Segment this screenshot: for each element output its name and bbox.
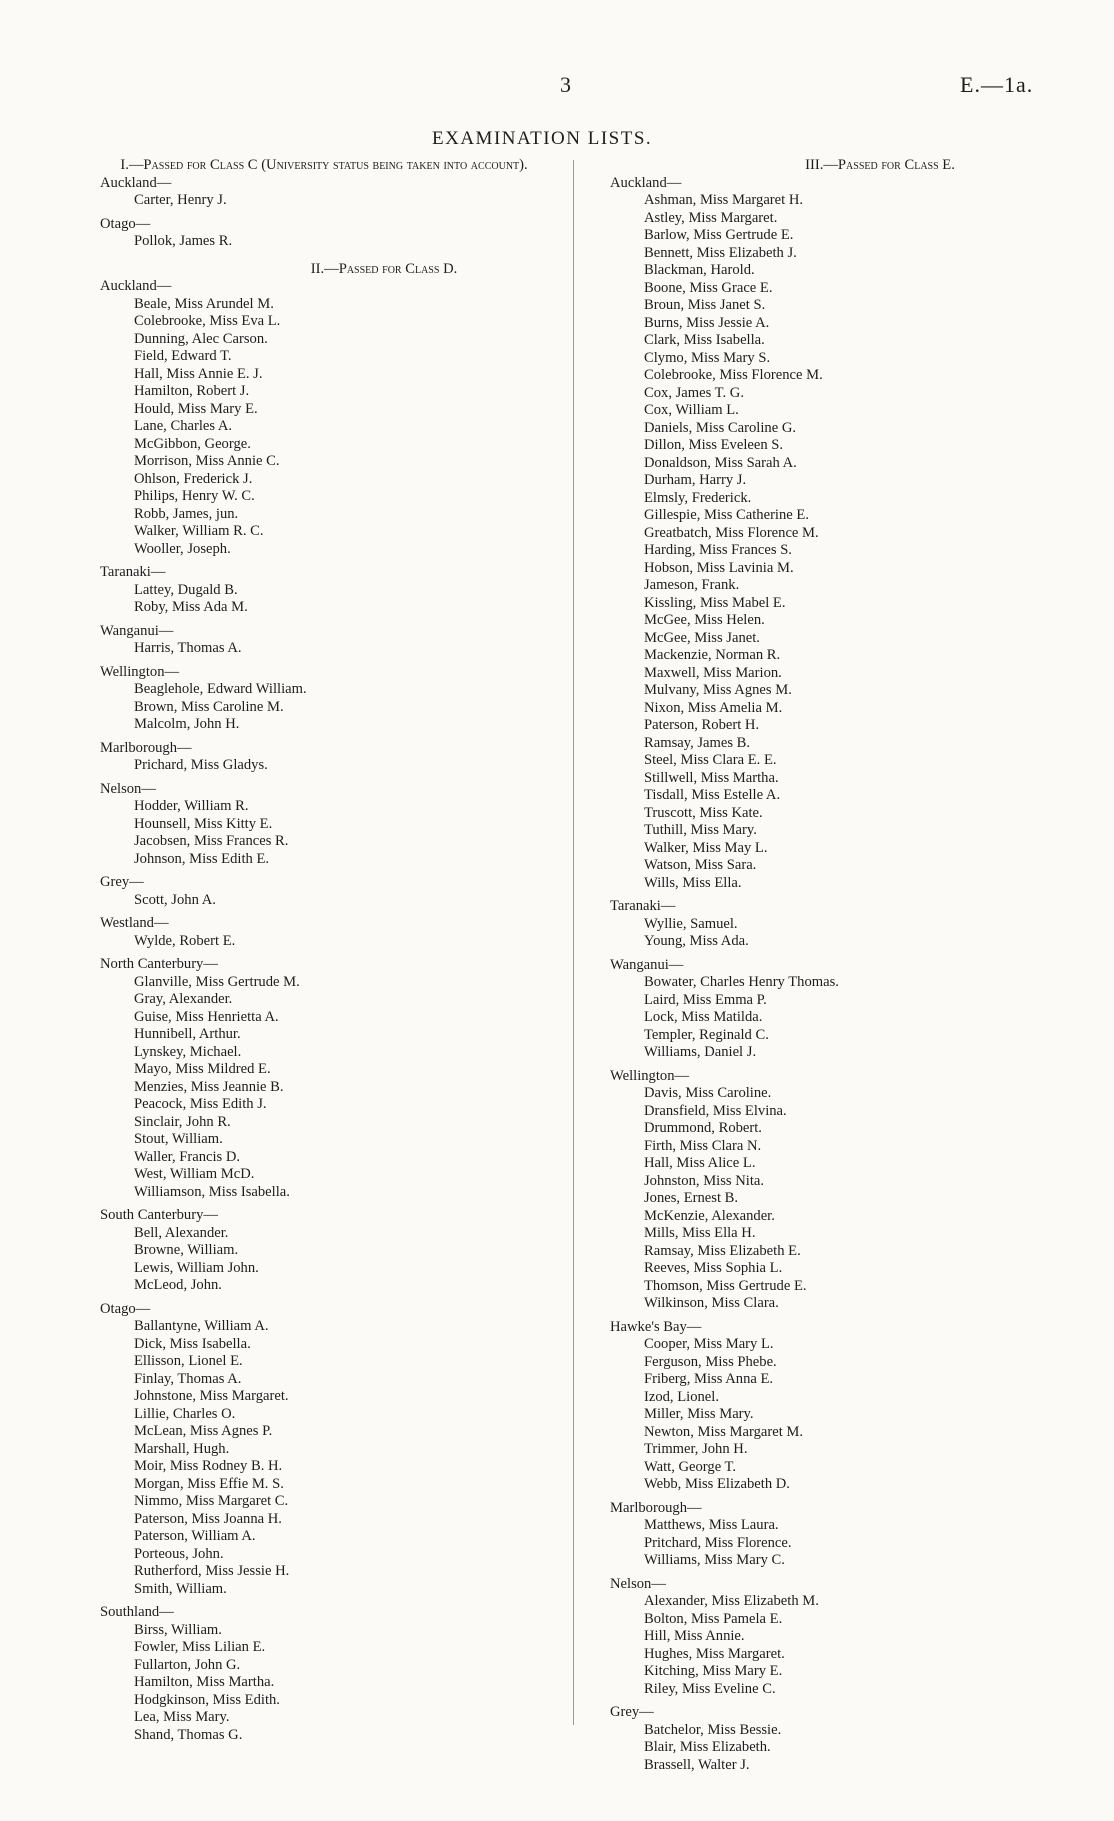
candidate-name: Hall, Miss Alice L. (644, 1155, 756, 1171)
candidate-name: Burns, Miss Jessie A. (644, 314, 770, 331)
candidate-name: Ramsay, Miss Elizabeth E. (644, 1242, 801, 1259)
candidate-name: Porteous, John. (134, 1545, 224, 1562)
candidate-name: Watt, George T. (644, 1458, 737, 1475)
candidate-name: Robb, James, jun. (134, 505, 239, 522)
candidate-name: Wyllie, Samuel. (644, 915, 738, 932)
candidate-name: Shand, Thomas G. (134, 1726, 243, 1743)
page-number: 3 (560, 72, 571, 97)
candidate-name: Boone, Miss Grace E. (644, 279, 773, 296)
candidate-name: Gillespie, Miss Catherine E. (644, 507, 809, 523)
candidate-name: Lewis, William John. (134, 1259, 259, 1276)
candidate-name: Newton, Miss Margaret M. (644, 1423, 804, 1440)
candidate-name: Sinclair, John R. (134, 1113, 231, 1130)
candidate-name: Birss, William. (134, 1621, 222, 1638)
candidate-name: Paterson, William A. (134, 1528, 256, 1544)
region-heading: Westland— (100, 915, 169, 931)
candidate-name: Brown, Miss Caroline M. (134, 698, 284, 715)
candidate-name: Trimmer, John H. (644, 1441, 748, 1457)
candidate-name: Williams, Miss Mary C. (644, 1552, 785, 1568)
candidate-name: Thomson, Miss Gertrude E. (644, 1277, 807, 1294)
candidate-name: Fowler, Miss Lilian E. (134, 1639, 266, 1655)
candidate-name: Moir, Miss Rodney B. H. (134, 1458, 283, 1474)
candidate-name: Young, Miss Ada. (644, 933, 749, 949)
candidate-name: Durham, Harry J. (644, 472, 747, 488)
candidate-name: Johnson, Miss Edith E. (134, 850, 270, 867)
region-heading: Grey— (610, 1704, 654, 1720)
candidate-name: Harding, Miss Frances S. (644, 542, 792, 558)
candidate-name: Clymo, Miss Mary S. (644, 349, 771, 366)
candidate-name: McGee, Miss Janet. (644, 629, 760, 646)
candidate-name: Nixon, Miss Amelia M. (644, 699, 783, 716)
candidate-name: Ashman, Miss Margaret H. (644, 192, 804, 208)
candidate-name: Clark, Miss Isabella. (644, 332, 765, 348)
candidate-name: Beaglehole, Edward William. (134, 681, 307, 697)
region-heading: Auckland— (100, 278, 172, 294)
class-e-heading: III.—Passed for Class E. (805, 157, 955, 173)
candidate-name: Wylde, Robert E. (134, 932, 236, 949)
candidate-name: Dransfield, Miss Elvina. (644, 1102, 787, 1119)
page-title: EXAMINATION LISTS. (432, 128, 653, 149)
region-heading: North Canterbury— (100, 956, 218, 972)
candidate-name: Templer, Reginald C. (644, 1026, 769, 1043)
candidate-name: Williams, Daniel J. (644, 1044, 757, 1060)
candidate-name: Tisdall, Miss Estelle A. (644, 787, 781, 803)
region-heading: Marlborough— (610, 1499, 702, 1516)
region-heading: Marlborough— (100, 739, 192, 756)
candidate-name: Philips, Henry W. C. (134, 488, 255, 504)
candidate-name: Hughes, Miss Margaret. (644, 1645, 785, 1662)
candidate-name: Walker, Miss May L. (644, 839, 768, 856)
candidate-name: Lane, Charles A. (134, 418, 233, 434)
candidate-name: Blair, Miss Elizabeth. (644, 1739, 771, 1755)
candidate-name: Browne, William. (134, 1242, 239, 1258)
candidate-name: Steel, Miss Clara E. E. (644, 752, 777, 768)
candidate-name: Izod, Lionel. (644, 1388, 719, 1405)
right-column (590, 157, 1060, 1774)
candidate-name: Maxwell, Miss Marion. (644, 664, 782, 681)
candidate-name: Cooper, Miss Mary L. (644, 1336, 774, 1352)
candidate-name: Colebrooke, Miss Eva L. (134, 313, 281, 329)
candidate-name: Waller, Francis D. (134, 1148, 241, 1165)
candidate-name: Menzies, Miss Jeannie B. (134, 1078, 284, 1095)
candidate-name: Daniels, Miss Caroline G. (644, 419, 797, 436)
candidate-name: McGee, Miss Helen. (644, 612, 765, 628)
candidate-name: McLeod, John. (134, 1277, 222, 1293)
candidate-name: Gray, Alexander. (134, 991, 233, 1007)
region-heading: Wanganui— (100, 622, 174, 639)
candidate-name: Lynskey, Michael. (134, 1043, 242, 1060)
region-heading: Auckland— (100, 174, 172, 191)
class-c-list (80, 175, 568, 251)
candidate-name: Williamson, Miss Isabella. (134, 1183, 290, 1200)
region-heading: Wellington— (100, 663, 180, 680)
candidate-name: Pritchard, Miss Florence. (644, 1534, 792, 1551)
candidate-name: Broun, Miss Janet S. (644, 297, 766, 313)
candidate-name: Prichard, Miss Gladys. (134, 757, 268, 773)
class-e-list (590, 175, 1060, 1775)
candidate-name: Hould, Miss Mary E. (134, 400, 258, 417)
region-heading: Nelson— (610, 1575, 666, 1592)
candidate-name: Johnstone, Miss Margaret. (134, 1388, 289, 1404)
document-code: E.—1a. (960, 72, 1034, 97)
candidate-name: Ramsay, James B. (644, 734, 751, 751)
candidate-name: Johnston, Miss Nita. (644, 1172, 765, 1189)
candidate-name: Field, Edward T. (134, 348, 232, 364)
candidate-name: Roby, Miss Ada M. (134, 599, 248, 615)
class-d-heading: II.—Passed for Class D. (310, 260, 458, 277)
candidate-name: West, William McD. (134, 1166, 255, 1182)
candidate-name: Hill, Miss Annie. (644, 1628, 745, 1644)
region-heading: Taranaki— (610, 898, 676, 914)
candidate-name: Dunning, Alec Carson. (134, 330, 268, 347)
candidate-name: Mayo, Miss Mildred E. (134, 1061, 271, 1077)
region-heading: Taranaki— (100, 564, 166, 580)
candidate-name: Cox, William L. (644, 402, 739, 418)
candidate-name: Laird, Miss Emma P. (644, 991, 767, 1008)
candidate-name: Paterson, Miss Joanna H. (134, 1510, 282, 1527)
candidate-name: Colebrooke, Miss Florence M. (644, 367, 823, 383)
candidate-name: Hunnibell, Arthur. (134, 1026, 241, 1042)
candidate-name: Bolton, Miss Pamela E. (644, 1610, 783, 1627)
candidate-name: Astley, Miss Margaret. (644, 209, 778, 226)
candidate-name: Matthews, Miss Laura. (644, 1517, 779, 1533)
candidate-name: Stillwell, Miss Martha. (644, 769, 779, 786)
candidate-name: Brassell, Walter J. (644, 1756, 750, 1773)
candidate-name: Dillon, Miss Eveleen S. (644, 437, 784, 453)
candidate-name: Kissling, Miss Mabel E. (644, 594, 786, 611)
candidate-name: Morrison, Miss Annie C. (134, 453, 280, 469)
candidate-name: Kitching, Miss Mary E. (644, 1663, 783, 1679)
candidate-name: Greatbatch, Miss Florence M. (644, 524, 819, 541)
candidate-name: Dick, Miss Isabella. (134, 1335, 251, 1352)
candidate-name: Barlow, Miss Gertrude E. (644, 227, 794, 243)
candidate-name: Lock, Miss Matilda. (644, 1009, 763, 1025)
candidate-name: Jacobsen, Miss Frances R. (134, 833, 289, 849)
candidate-name: Mackenzie, Norman R. (644, 647, 781, 663)
candidate-name: Hall, Miss Annie E. J. (134, 365, 263, 382)
candidate-name: Jameson, Frank. (644, 577, 740, 593)
candidate-name: McKenzie, Alexander. (644, 1207, 775, 1224)
candidate-name: Webb, Miss Elizabeth D. (644, 1476, 790, 1492)
candidate-name: Donaldson, Miss Sarah A. (644, 454, 797, 471)
candidate-name: Mills, Miss Ella H. (644, 1225, 756, 1241)
candidate-name: Harris, Thomas A. (134, 640, 242, 656)
candidate-name: Cox, James T. G. (644, 384, 744, 401)
candidate-name: Hodder, William R. (134, 798, 249, 814)
candidate-name: McGibbon, George. (134, 435, 251, 452)
candidate-name: Wills, Miss Ella. (644, 874, 742, 891)
candidate-name: Wilkinson, Miss Clara. (644, 1295, 779, 1311)
candidate-name: Ferguson, Miss Phebe. (644, 1353, 777, 1370)
left-column (80, 157, 568, 1744)
candidate-name: Miller, Miss Mary. (644, 1406, 754, 1422)
candidate-name: Ohlson, Frederick J. (134, 470, 253, 487)
candidate-name: Lattey, Dugald B. (134, 581, 238, 598)
candidate-name: Watson, Miss Sara. (644, 857, 757, 873)
candidate-name: Guise, Miss Henrietta A. (134, 1008, 279, 1025)
candidate-name: Morgan, Miss Effie M. S. (134, 1475, 284, 1492)
candidate-name: Hamilton, Robert J. (134, 383, 250, 399)
candidate-name: Pollok, James R. (134, 233, 233, 249)
candidate-name: Bowater, Charles Henry Thomas. (644, 974, 839, 990)
region-heading: Southland— (100, 1604, 174, 1620)
candidate-name: Drummond, Robert. (644, 1120, 762, 1136)
region-heading: Otago— (100, 215, 151, 232)
candidate-name: Paterson, Robert H. (644, 717, 760, 733)
candidate-name: Hamilton, Miss Martha. (134, 1674, 275, 1690)
candidate-name: Lillie, Charles O. (134, 1405, 236, 1422)
region-heading: Grey— (100, 874, 144, 890)
region-heading: Wellington— (610, 1067, 690, 1084)
region-heading: Nelson— (100, 780, 156, 797)
region-heading: Hawke's Bay— (610, 1318, 702, 1335)
candidate-name: Hodgkinson, Miss Edith. (134, 1691, 280, 1708)
candidate-name: Jones, Ernest B. (644, 1190, 739, 1206)
candidate-name: Tuthill, Miss Mary. (644, 822, 757, 838)
candidate-name: Beale, Miss Arundel M. (134, 295, 274, 312)
candidate-name: Alexander, Miss Elizabeth M. (644, 1593, 819, 1609)
candidate-name: Bennett, Miss Elizabeth J. (644, 244, 797, 261)
candidate-name: Scott, John A. (134, 891, 216, 908)
candidate-name: Ellisson, Lionel E. (134, 1353, 243, 1369)
region-heading: Wanganui— (610, 956, 684, 973)
candidate-name: Davis, Miss Caroline. (644, 1085, 772, 1101)
candidate-name: Fullarton, John G. (134, 1656, 241, 1673)
candidate-name: Friberg, Miss Anna E. (644, 1371, 774, 1387)
candidate-name: Riley, Miss Eveline C. (644, 1680, 776, 1697)
candidate-name: Marshall, Hugh. (134, 1440, 230, 1457)
class-c-heading: I.—Passed for Class C (University status being taken into account). (120, 157, 528, 173)
candidate-name: Ballantyne, William A. (134, 1318, 269, 1334)
candidate-name: Firth, Miss Clara N. (644, 1137, 762, 1154)
class-d-list (80, 278, 568, 1744)
region-heading: South Canterbury— (100, 1207, 218, 1223)
candidate-name: McLean, Miss Agnes P. (134, 1423, 273, 1439)
candidate-name: Stout, William. (134, 1131, 223, 1147)
candidate-name: Smith, William. (134, 1580, 227, 1597)
candidate-name: Carter, Henry J. (134, 192, 227, 208)
candidate-name: Peacock, Miss Edith J. (134, 1096, 267, 1112)
candidate-name: Mulvany, Miss Agnes M. (644, 682, 792, 698)
region-heading: Otago— (100, 1300, 151, 1317)
candidate-name: Walker, William R. C. (134, 523, 264, 539)
candidate-name: Wooller, Joseph. (134, 540, 231, 557)
candidate-name: Bell, Alexander. (134, 1224, 229, 1241)
column-divider (573, 160, 574, 1725)
candidate-name: Finlay, Thomas A. (134, 1370, 242, 1387)
candidate-name: Reeves, Miss Sophia L. (644, 1260, 783, 1276)
candidate-name: Glanville, Miss Gertrude M. (134, 973, 300, 990)
candidate-name: Truscott, Miss Kate. (644, 804, 763, 821)
candidate-name: Malcolm, John H. (134, 716, 240, 732)
candidate-name: Hounsell, Miss Kitty E. (134, 815, 273, 832)
region-heading: Auckland— (610, 174, 682, 191)
candidate-name: Elmsly, Frederick. (644, 489, 752, 506)
candidate-name: Hobson, Miss Lavinia M. (644, 559, 794, 576)
candidate-name: Nimmo, Miss Margaret C. (134, 1493, 289, 1509)
candidate-name: Batchelor, Miss Bessie. (644, 1721, 782, 1738)
candidate-name: Rutherford, Miss Jessie H. (134, 1563, 290, 1579)
candidate-name: Blackman, Harold. (644, 262, 755, 278)
candidate-name: Lea, Miss Mary. (134, 1709, 230, 1725)
